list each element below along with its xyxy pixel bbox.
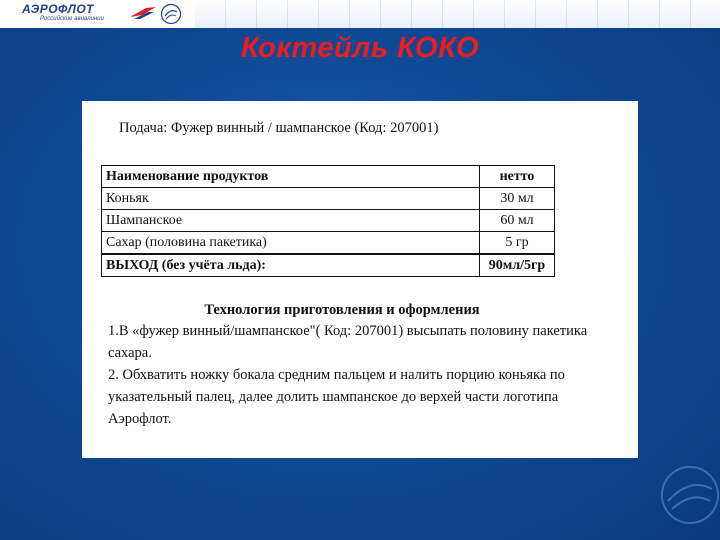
tech-steps (108, 320, 588, 430)
table-total-row (102, 254, 555, 277)
recipe-card (82, 101, 638, 458)
ingredient-amount: 30 мл (480, 188, 555, 210)
header-pattern (195, 0, 720, 28)
wing-icon (128, 5, 158, 21)
header-name: Наименование продуктов (102, 166, 480, 188)
ingredient-name: Коньяк (102, 188, 480, 210)
table-row (102, 232, 555, 255)
step-1: 1.В «фужер винный/шампанское"( Код: 207001) высыпать половину пакетика сахара. (108, 323, 588, 361)
aeroflot-logo (10, 1, 180, 27)
total-amount: 90мл/5гр (480, 254, 555, 277)
logo-subtext: Российские авиалинии (40, 16, 104, 22)
table-row (102, 210, 555, 232)
total-label: ВЫХОД (без учёта льда): (102, 254, 480, 277)
ingredient-amount: 60 мл (480, 210, 555, 232)
globe-emblem-icon (650, 455, 720, 525)
table-row (102, 188, 555, 210)
ingredients-table (101, 165, 555, 277)
step-2: 2. Обхватить ножку бокала средним пальцем и налить порцию коньяка по указательный палец, далее долить шампанское до верхей части логотипа Аэрофлот. (108, 367, 565, 427)
serving-line: Подача: Фужер винный / шампанское (Код: 207001) (119, 120, 439, 136)
emblem-icon (160, 3, 182, 25)
logo-text: АЭРОФЛОТ (22, 2, 95, 16)
ingredient-amount: 5 гр (480, 232, 555, 255)
slide-title: Коктейль КОКО (240, 32, 480, 64)
ingredient-name: Шампанское (102, 210, 480, 232)
table-header-row (102, 166, 555, 188)
tech-heading: Технология приготовления и оформления (204, 302, 480, 318)
header-amount: нетто (480, 166, 555, 188)
ingredient-name: Сахар (половина пакетика) (102, 232, 480, 255)
header-bar (0, 0, 720, 28)
